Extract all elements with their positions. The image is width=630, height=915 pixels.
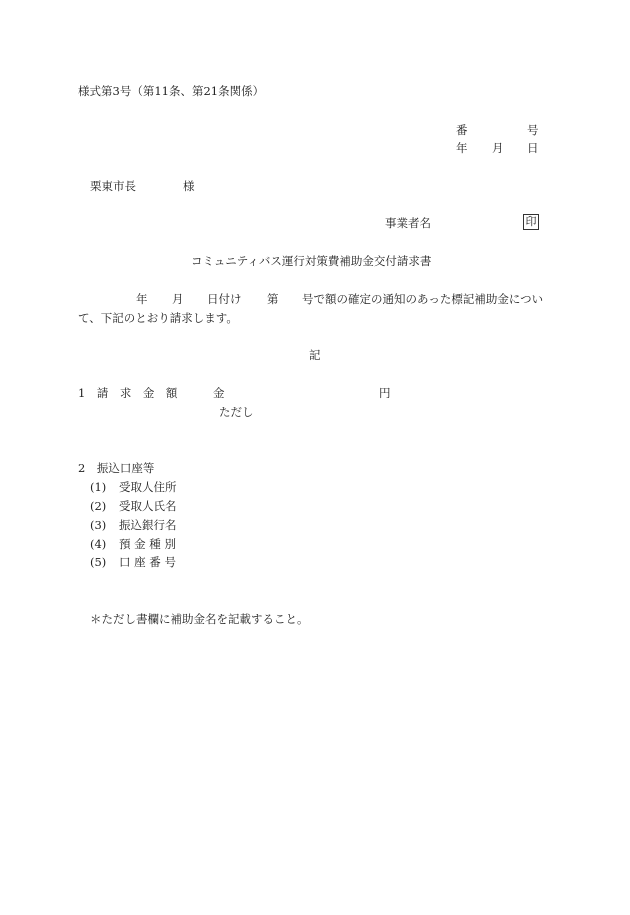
addressee-name: 栗東市長 — [90, 179, 136, 193]
body-month: 月 — [172, 292, 184, 306]
body-date-suffix: 日付け — [207, 292, 242, 306]
yen-label: 円 — [379, 386, 391, 400]
form-number: 様式第3号（第11条、第21条関係） — [78, 84, 265, 98]
item-number: (1) — [90, 480, 107, 494]
item-number: (5) — [90, 555, 107, 569]
footnote: ＊ただし書欄に補助金名を記載すること。 — [90, 612, 309, 626]
body-line1-rest: 号で額の確定の通知のあった標記補助金につい — [302, 292, 544, 306]
item-number: (3) — [90, 518, 107, 532]
body-dai: 第 — [267, 292, 279, 306]
item-text: 口 座 番 号 — [119, 555, 176, 569]
section1-label: 1 請 求 金 額 — [78, 386, 178, 400]
item-text: 預 金 種 別 — [119, 537, 176, 551]
seal-stamp: 印 — [523, 214, 539, 230]
body-line2: て、下記のとおり請求します。 — [78, 311, 238, 325]
item-text: 振込銀行名 — [119, 518, 177, 532]
item-text: 受取人氏名 — [119, 499, 177, 513]
month-label: 月 — [492, 141, 504, 155]
day-label: 日 — [527, 141, 539, 155]
section2-label: 2 振込口座等 — [78, 461, 155, 475]
kin-label: 金 — [213, 386, 225, 400]
body-year: 年 — [136, 292, 148, 306]
tadashi-label: ただし — [219, 405, 254, 419]
addressee-honorific: 様 — [183, 179, 195, 193]
item-number: (2) — [90, 499, 107, 513]
go-label: 号 — [527, 123, 539, 137]
ban-label: 番 — [456, 123, 468, 137]
ki-label: 記 — [309, 348, 321, 362]
year-label: 年 — [456, 141, 468, 155]
item-text: 受取人住所 — [119, 480, 177, 494]
document-title: コミュニティバス運行対策費補助金交付請求書 — [191, 254, 432, 268]
item-number: (4) — [90, 537, 107, 551]
applicant-label: 事業者名 — [385, 216, 431, 230]
